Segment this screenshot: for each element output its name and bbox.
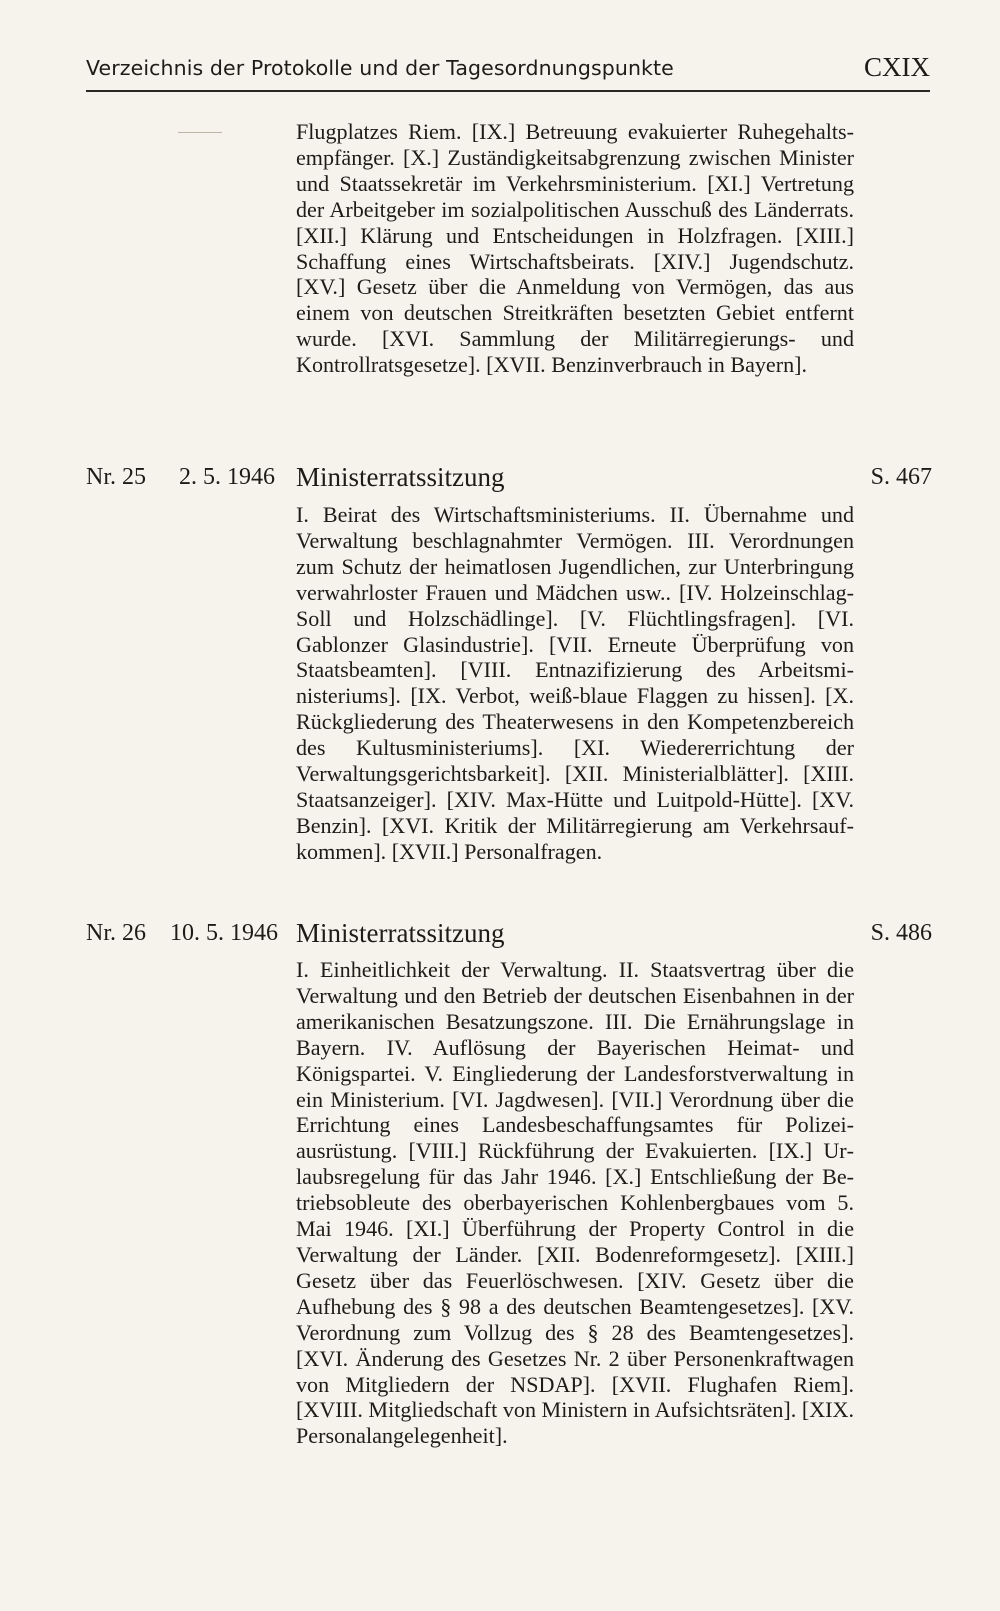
entry-page-ref: S. 486 (870, 920, 932, 946)
continuation-agenda-text: Flugplatzes Riem. [IX.] Betreuung evakuierter Ruhegehaltsempfänger. [X.] Zuständigkeitsabgrenzung zwischen Minister und Staatssekretär im Verkehrsministerium. [XI.] Vertretung der Arbeitgeber im sozialpolitischen Ausschuß des Länderrats. [XII.] Klärung und Entscheidungen in Holzfragen. [XIII.] Schaffung eines Wirtschaftsbeirats. [XIV.] Jugendschutz. [XV.] Gesetz über die Anmeldung von Vermögen, das aus einem von deutschen Streitkräften besetzten Gebiet entfernt wurde. [XVI. Sammlung der Militärregierungs- und Kontrollratsgesetze]. [XVII. Benzinverbrauch in Bayern]. (296, 119, 854, 378)
protocol-entry-header (86, 920, 932, 954)
page-number: CXIX (864, 52, 930, 82)
entry-date: 2. 5. 1946 (179, 464, 275, 490)
protocol-entry-header (86, 464, 932, 498)
entry-number: Nr. 26 (86, 920, 146, 946)
running-header (86, 50, 930, 92)
entry-number: Nr. 25 (86, 464, 146, 490)
entry-agenda-text: I. Beirat des Wirtschaftsministeriums. II. Übernahme und Verwaltung beschlagnahmter Vermögen. III. Verordnungen zum Schutz der heimatlosen Jugendlichen, zur Unterbringung verwahrloster Frauen und Mädchen usw.. [IV. Holzeinschlag-Soll und Holzschädlinge]. [V. Flüchtlingsfragen]. [VI. Gablonzer Glasindustrie]. [VII. Erneute Überprüfung von Staatsbeamten]. [VIII. Entnazifizierung des Arbeitsministeriums]. [IX. Verbot, weiß-blaue Flaggen zu hissen]. [X. Rückgliederung des Theaterwesens in den Kompetenzbereich des Kultusministeriums]. [XI. Wiedererrichtung der Verwaltungsgerichtsbarkeit]. [XII. Ministerialblätter]. [XIII. Staatsanzeiger]. [XIV. Max-Hütte und Luitpold-Hütte]. [XV. Benzin]. [XVI. Kritik der Militärregierung am Verkehrsaufkommen]. [XVII.] Personalfragen. (296, 502, 854, 864)
entry-date: 10. 5. 1946 (170, 920, 278, 946)
entry-page-ref: S. 467 (870, 464, 932, 490)
continuation-dash (178, 132, 222, 133)
header-title: Verzeichnis der Protokolle und der Tagesordnungspunkte (86, 56, 674, 80)
entry-agenda-text: I. Einheitlichkeit der Verwaltung. II. Staatsvertrag über die Verwaltung und den Betrieb der deutschen Eisenbahnen in der amerikanischen Besatzungszone. III. Die Ernährungslage in Bayern. IV. Auflösung der Bayerischen Heimat- und Königspartei. V. Eingliederung der Landesforstverwaltung in ein Ministerium. [VI. Jagdwesen]. [VII.] Verordnung über die Errichtung eines Landesbeschaffungsamtes für Polizeiausrüstung. [VIII.] Rückführung der Evakuierten. [IX.] Urlaubsregelung für das Jahr 1946. [X.] Entschließung der Betriebsobleute des oberbayerischen Kohlenbergbaues vom 5. Mai 1946. [XI.] Überführung der Property Control in die Verwaltung der Länder. [XII. Bodenreformgesetz]. [XIII.] Gesetz über das Feuerlöschwesen. [XIV. Gesetz über die Aufhebung des § 98 a des deutschen Beamtengesetzes]. [XV. Verordnung zum Vollzug des § 28 des Beamtengesetzes]. [XVI. Änderung des Gesetzes Nr. 2 über Personenkraftwagen von Mitgliedern der NSDAP]. [XVII. Flughafen Riem]. [XVIII. Mitgliedschaft von Ministern in Aufsichtsräten]. [XIX. Personalangelegenheit]. (296, 957, 854, 1449)
entry-title: Ministerratssitzung (296, 462, 505, 492)
entry-title: Ministerratssitzung (296, 918, 505, 948)
